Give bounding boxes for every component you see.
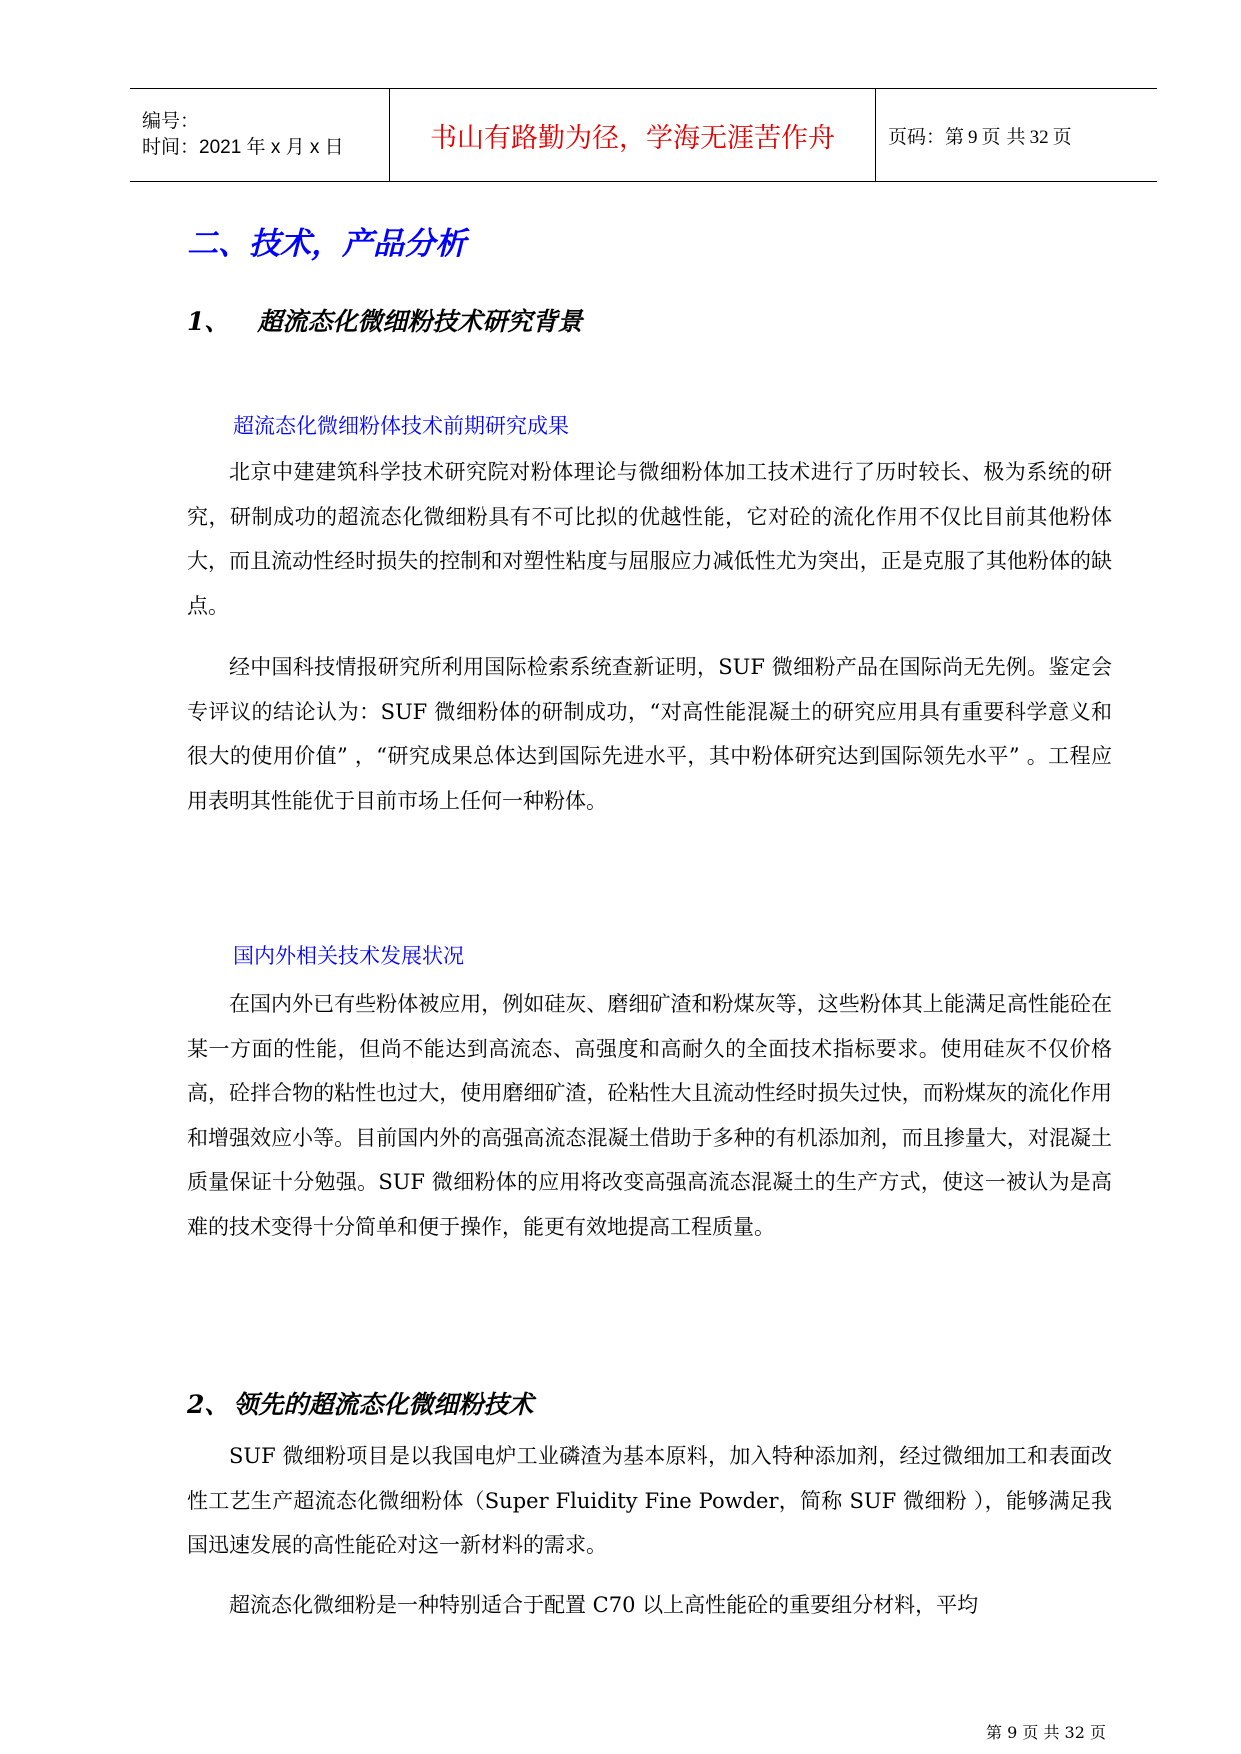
paragraph: 在国内外已有些粉体被应用，例如硅灰、磨细矿渣和粉煤灰等，这些粉体其上能满足高性能砼在某一方面的性能，但尚不能达到高流态、高强度和高耐久的全面技术指标要求。使用硅灰不仅价格高，砼拌合物的粘性也过大，使用磨细矿渣，砼粘性大且流动性经时损失过快，而粉煤灰的流化作用和增强效应小等。目前国内外的高强高流态混凝土借助于多种的有机添加剂，而且掺量大，对混凝土质量保证十分勉强。SUF 微细粉体的应用将改变高强高流态混凝土的生产方式，使这一被认为是高难的技术变得十分简单和便于操作，能更有效地提高工程质量。: [187, 992, 1112, 1239]
subsection-2-title: 领先的超流态化微细粉技术: [233, 1390, 534, 1419]
subsection-1-title: 超流态化微细粉技术研究背景: [257, 307, 583, 336]
header-meta: [130, 89, 390, 181]
header-motto-cell: [390, 89, 876, 181]
subsection-2-heading: [187, 1385, 533, 1421]
page-suffix: 页: [1052, 125, 1072, 148]
section-title: 二、技术，产品分析: [187, 226, 466, 262]
paragraph: 北京中建建筑科学技术研究院对粉体理论与微细粉体加工技术进行了历时较长、极为系统的研究，研制成功的超流态化微细粉具有不可比拟的优越性能，它对砼的流化作用不仅比目前其他粉体大，而且流动性经时损失的控制和对塑性粘度与屈服应力减低性尤为突出，正是克服了其他粉体的缺点。: [187, 460, 1112, 618]
page-header: [130, 88, 1157, 182]
document-number-label: 编号：: [142, 111, 200, 132]
subsection-1-heading: [187, 302, 582, 338]
paragraph: 经中国科技情报研究所利用国际检索系统查新证明，SUF 微细粉产品在国际尚无先例。鉴定会专评议的结论认为：SUF 微细粉体的研制成功，“对高性能混凝土的研究应用具有重要科学意义和很大的使用价值” ，“研究成果总体达到国际先进水平，其中粉体研究达到国际领先水平” 。工程应用表明其性能优于目前市场上任何一种粉体。: [187, 655, 1112, 813]
header-page-info: [876, 89, 1157, 181]
page-footer: 第 9 页 共 32 页: [986, 1723, 1106, 1742]
page-total: 32: [1029, 126, 1049, 148]
subsection-2-number: 2、: [187, 1390, 230, 1419]
header-motto: 书山有路勤为径，学海无涯苦作舟: [430, 122, 835, 154]
subsection-1-number: 1、: [187, 307, 230, 336]
subheading-prior-research: 超流态化微细粉体技术前期研究成果: [233, 414, 569, 438]
paragraph: 超流态化微细粉是一种特别适合于配置 C70 以上高性能砼的重要组分材料，平均: [229, 1593, 979, 1617]
subheading-domestic-foreign: 国内外相关技术发展状况: [233, 944, 464, 968]
page-prefix: 页码：第: [888, 125, 965, 148]
paragraph: SUF 微细粉项目是以我国电炉工业磷渣为基本原料，加入特种添加剂，经过微细加工和表面改性工艺生产超流态化微细粉体（Super Fluidity Fine Powder，简称 SUF 微细粉 ），能够满足我国迅速发展的高性能砼对这一新材料的需求。: [187, 1444, 1112, 1557]
page-current: 9: [968, 126, 978, 148]
header-page-number: [888, 122, 1157, 149]
page-mid: 页 共: [981, 125, 1026, 148]
document-time: 时间：2021 年 x 月 x 日: [142, 137, 344, 158]
